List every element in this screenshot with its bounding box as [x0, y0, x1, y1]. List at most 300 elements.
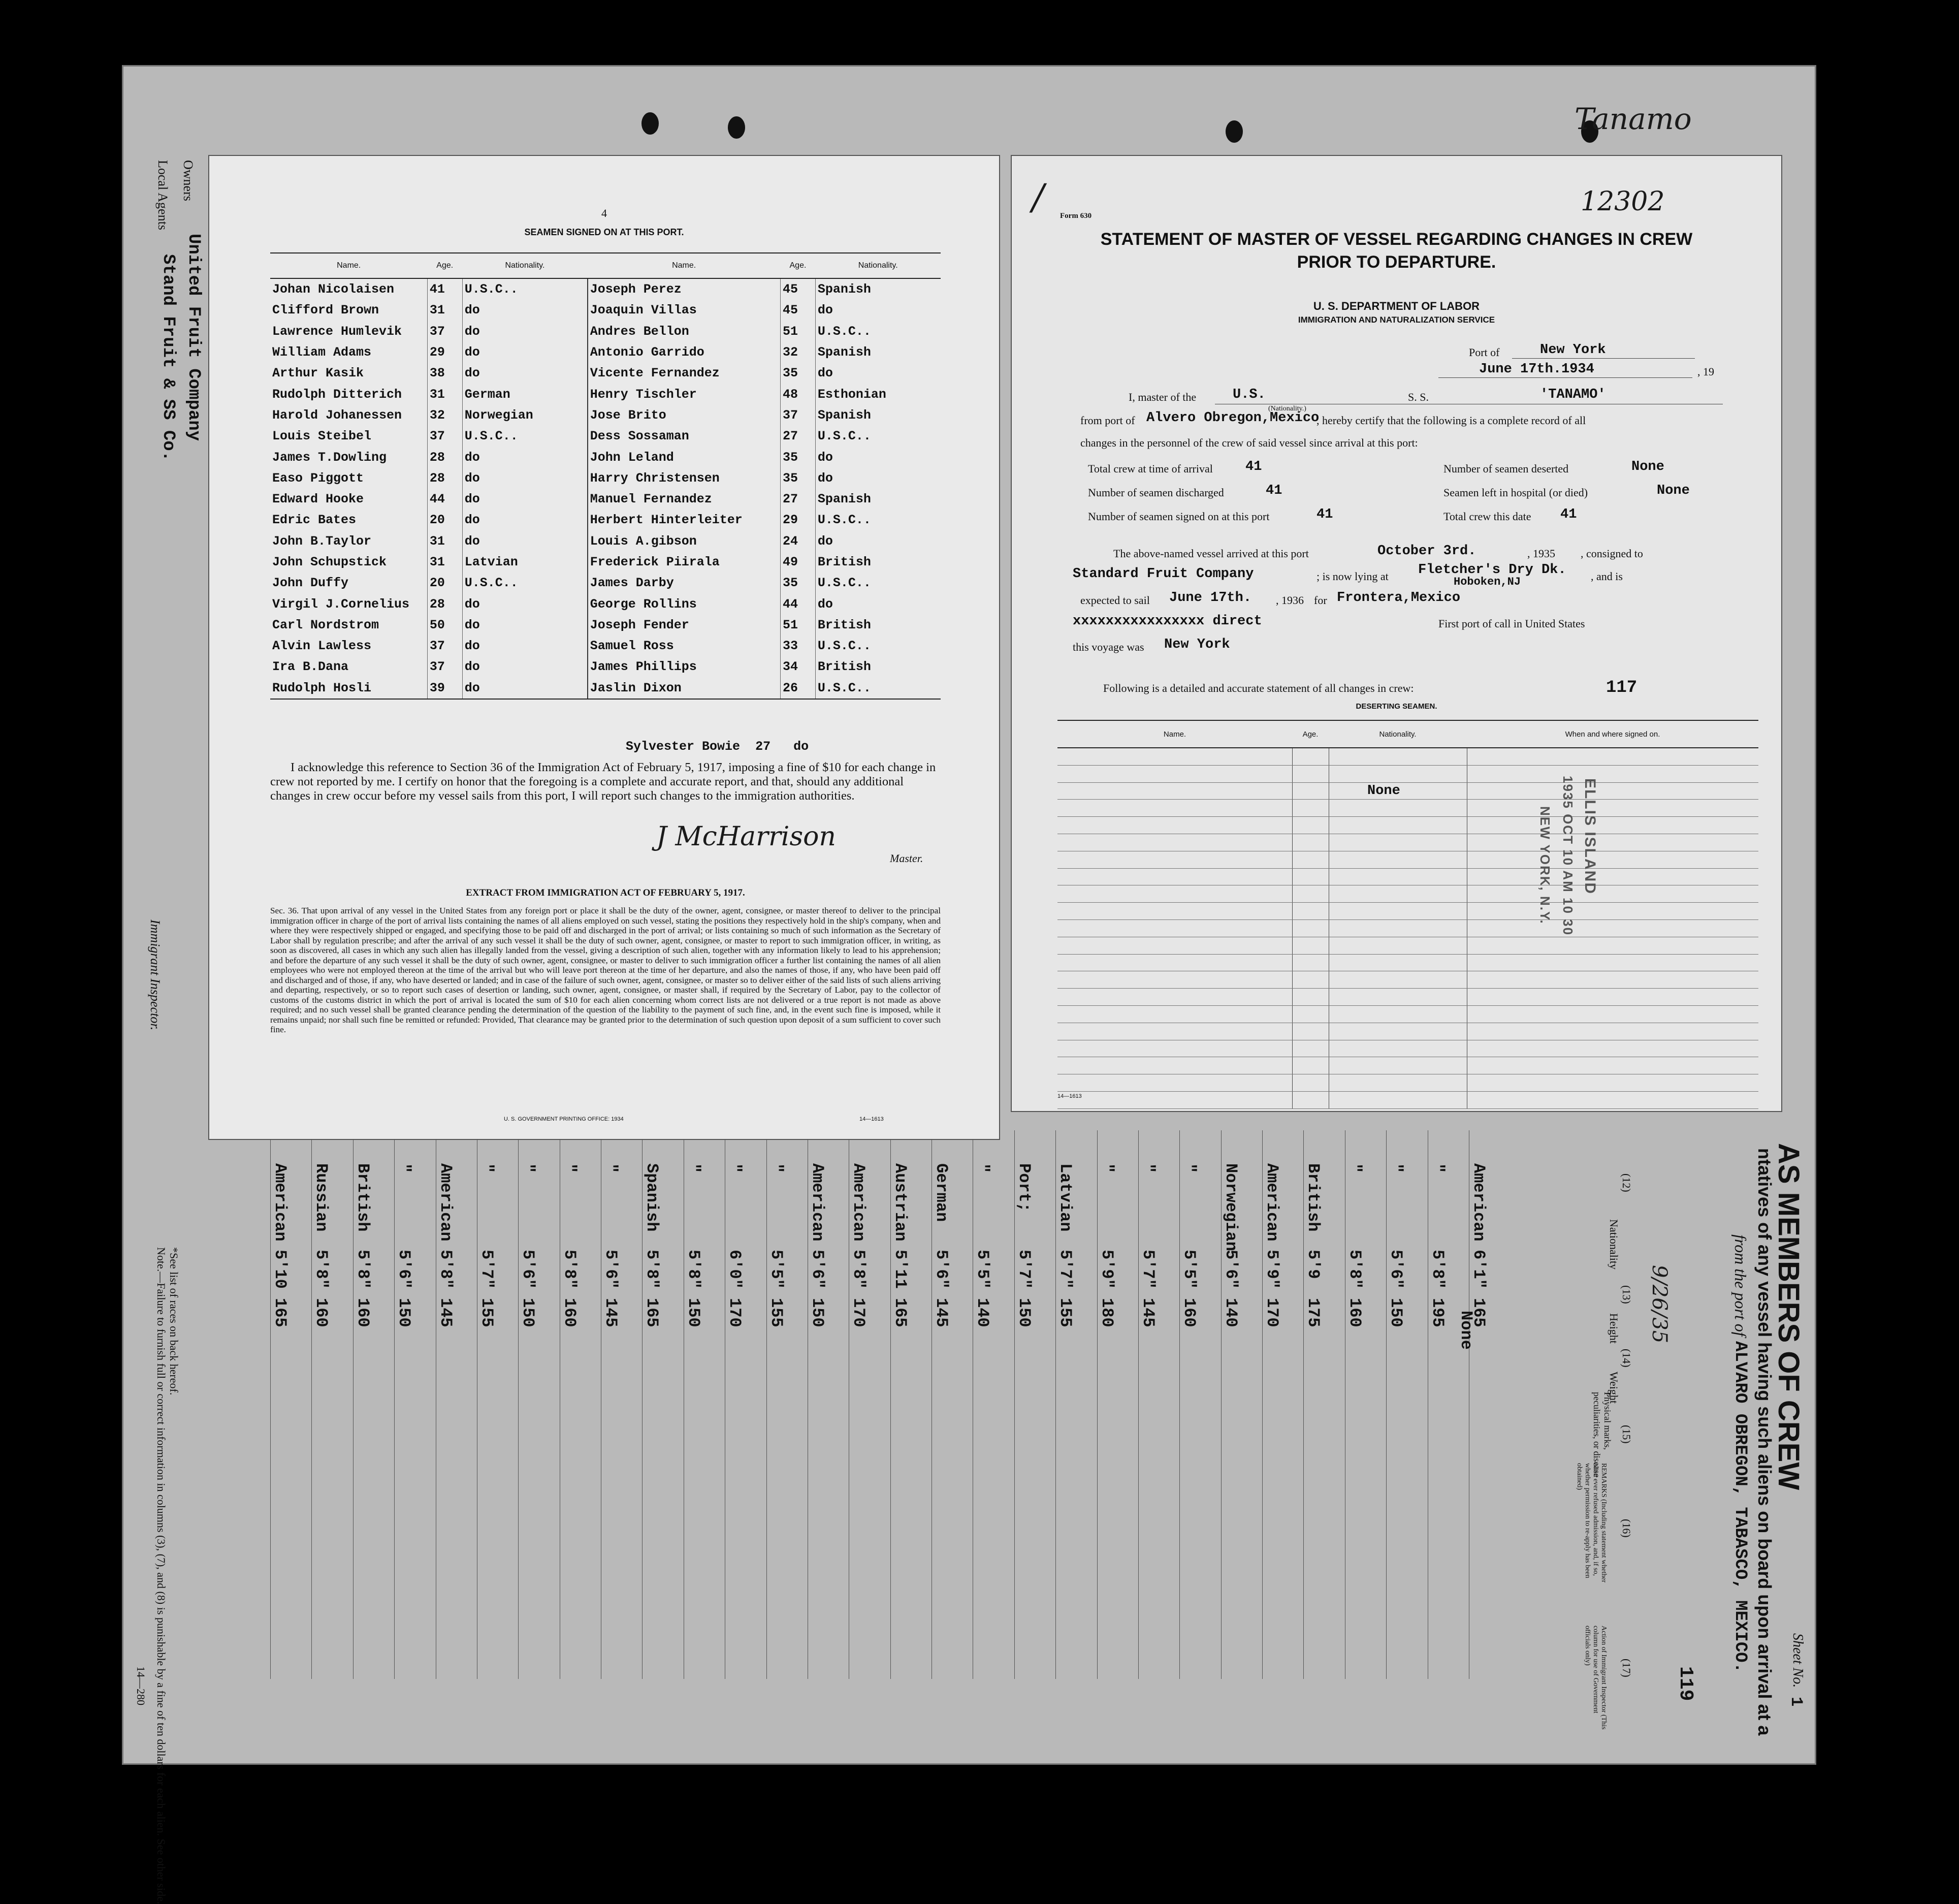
deserting-row — [1057, 1074, 1758, 1092]
lower-nat: Norwegian — [1221, 1163, 1240, 1251]
deserting-cell — [1329, 834, 1467, 851]
lower-height: 5'11 — [890, 1250, 910, 1289]
lower-height: 5'9" — [1263, 1250, 1282, 1289]
lower-weight: 170 — [725, 1298, 745, 1327]
lower-weight: 145 — [436, 1298, 455, 1327]
seaman-name: Andres Bellon — [588, 321, 781, 342]
column-divider — [1303, 1130, 1304, 1679]
seaman-name: John Duffy — [272, 576, 349, 591]
column-divider — [1097, 1130, 1098, 1679]
seaman-name: Jose Brito — [588, 405, 781, 426]
lower-height: 5'9" — [1097, 1250, 1116, 1289]
date-value: June 17th.1934 — [1479, 362, 1594, 377]
deserting-cell — [1057, 919, 1292, 937]
lower-nat: " — [477, 1163, 496, 1173]
deserting-cell — [1467, 885, 1758, 903]
seaman-age: 35 — [781, 573, 816, 593]
form-label: Form 630 — [1060, 212, 1092, 220]
seaman-nationality: British — [815, 615, 941, 636]
seaman-name: Henry Tischler — [588, 384, 781, 404]
deserting-header-signed: When and where signed on. — [1467, 720, 1758, 748]
page-number: 4 — [601, 207, 607, 219]
table-row — [270, 510, 941, 530]
seaman-name: Joaquin Villas — [588, 300, 781, 321]
deserting-cell — [1057, 971, 1292, 989]
deserting-cell — [1467, 1057, 1758, 1074]
discharged-label: Number of seamen discharged — [1088, 486, 1224, 499]
seaman-age: 35 — [781, 468, 816, 489]
extract-text: Sec. 36. That upon arrival of any vessel in the United States from any foreign port or place it shall be the duty of the owner, agent, consignee, or master thereof to deliver to the principal immigration officer in charge of the port of arrival lists containing the names of all aliens employed on such vessel, stating the positions they respectively hold in the ship's company, when and where they were respectively shipped or engaged, and specifying those to be paid off and discharged in the port of arrival; or lists containing so much of such information as the Secretary of Labor shall by regulation prescribe; and after the arrival of any such vessel it shall be the duty of such owner, agent, consignee, or master to report to such immigration officer, in writing, as soon as discovered, all cases in which any such alien has illegally landed from the vessel, giving a description of such alien, together with any information likely to lead to his apprehension; and before the departure of any such vessel it shall be the duty of such owner, agent, consignee, or master to deliver to such immigration officer a further list containing the names of all alien employees who were not employed thereon at the time of the arrival but who will leave port thereon at the time of her departure, and also the names of those, if any, who have been paid off and discharged and of those, if any, who have deserted or landed; and in case of the failure of such owner, agent, consignee, or master so to deliver either of the said lists of such aliens arriving and departing, respectively, or so to report such cases of desertion or landing, such owner, agent, consignee, or master shall, if required by the Secretary of Labor, pay to the collector of customs of the customs district in which the port of arrival is located the sum of $10 for each alien concerning whom correct lists are not delivered or a true report is not made as above required; and no such vessel shall be granted clearance pending the determination of the question of the liability to the payment of such fine, and, in the event such fine is imposed, while it remains unpaid; nor shall such fine be remitted or refunded: Provided, That clearance may be granted prior to the determination of such question upon deposit of a sum sufficient to cover such fine. — [270, 906, 941, 1034]
for-value: Frontera,Mexico — [1337, 590, 1461, 606]
outer-heading: AS MEMBERS OF CREW — [1772, 1143, 1805, 1490]
extra-seaman-name: Sylvester Bowie — [626, 739, 741, 754]
table-row — [270, 636, 941, 656]
deserting-cell — [1057, 1023, 1292, 1040]
deserting-cell — [1329, 1074, 1467, 1092]
deserting-cell — [1057, 800, 1292, 817]
lower-height: 5'9 — [1304, 1250, 1323, 1279]
seaman-nationality: do — [462, 489, 588, 510]
department: U. S. DEPARTMENT OF LABOR — [1313, 300, 1480, 312]
from-port-label: from port of — [1080, 414, 1135, 427]
deserting-row — [1057, 1040, 1758, 1057]
seaman-nationality: do — [462, 321, 588, 342]
deserting-cell — [1467, 1005, 1758, 1023]
deserting-row — [1057, 1091, 1758, 1108]
seaman-age: 44 — [781, 593, 816, 614]
deserting-cell — [1329, 817, 1467, 834]
seaman-nationality: Norwegian — [462, 405, 588, 426]
column-divider — [1386, 1130, 1387, 1679]
lower-weight: 165 — [890, 1298, 910, 1327]
deserting-cell — [1292, 782, 1329, 800]
seaman-nationality: do — [815, 531, 941, 552]
deserting-cell — [1292, 800, 1329, 817]
deserting-row — [1057, 903, 1758, 920]
seaman-nationality: Spanish — [815, 489, 941, 510]
seaman-nationality: U.S.C.. — [815, 321, 941, 342]
master-signature: J McHarrison — [656, 821, 836, 852]
seaman-age: 24 — [781, 531, 816, 552]
deserting-cell — [1329, 1057, 1467, 1074]
stamp-ellis-island: ELLIS ISLAND — [1582, 778, 1598, 895]
and-is-text: , and is — [1591, 570, 1623, 583]
seaman-name: James Phillips — [588, 656, 781, 677]
following-value: 117 — [1606, 678, 1637, 697]
header-name: Name. — [588, 253, 781, 278]
deserting-cell — [1292, 1023, 1329, 1040]
lower-weight: 155 — [766, 1298, 786, 1327]
column-divider — [1014, 1130, 1015, 1679]
seaman-age: 28 — [427, 468, 462, 489]
lower-nat: " — [1097, 1163, 1116, 1173]
seaman-nationality: British — [815, 656, 941, 677]
lower-nat: British — [1304, 1163, 1323, 1232]
total-date-value: 41 — [1560, 507, 1577, 522]
seaman-age: 31 — [427, 552, 462, 573]
bottom-form-number: 14—280 — [135, 1666, 147, 1705]
column-divider — [890, 1130, 891, 1679]
printer-line: U. S. GOVERNMENT PRINTING OFFICE: 1934 — [504, 1116, 624, 1122]
col-12-label: Nationality — [1608, 1219, 1620, 1270]
statement-title-2: PRIOR TO DEPARTURE. — [1297, 252, 1496, 272]
seaman-name: Jaslin Dixon — [588, 678, 781, 699]
seaman-age: 35 — [781, 447, 816, 467]
deserting-cell — [1057, 1005, 1292, 1023]
lower-height: 5'7" — [1138, 1250, 1158, 1289]
header-nationality: Nationality. — [815, 253, 941, 278]
column-divider — [642, 1130, 643, 1679]
lower-height: 5'10 — [271, 1250, 290, 1289]
seaman-name: John Leland — [588, 447, 781, 467]
lying-value: Fletcher's Dry Dk. — [1418, 562, 1566, 578]
deserting-cell — [1057, 851, 1292, 868]
seaman-age: 29 — [781, 510, 816, 530]
deserting-cell — [1467, 748, 1758, 765]
lower-height: 6'0" — [725, 1250, 745, 1289]
lying-value-2: Hoboken,NJ — [1454, 576, 1521, 588]
lower-nat: " — [1180, 1163, 1199, 1173]
owners-label: Owners — [181, 160, 196, 201]
deserting-cell — [1467, 1040, 1758, 1057]
header-nationality: Nationality. — [462, 253, 588, 278]
seaman-age: 37 — [427, 426, 462, 447]
sail-year: , 1936 — [1276, 594, 1304, 607]
seaman-name: Joseph Perez — [588, 278, 781, 300]
deserting-row — [1057, 1057, 1758, 1074]
table-row — [270, 342, 941, 363]
deserting-row — [1057, 971, 1758, 989]
margin-scribble: / — [1032, 176, 1044, 218]
certification-text: I acknowledge this reference to Section 36 of the Immigration Act of February 5, 1917, imposing a fine of $10 for each change in crew not reported by me. I certify on honor that the foregoing is a complete and accurate report, and that, should any additional changes in crew occur before my vessel sails from this port, I will report such changes to the immigration authorities. — [270, 760, 936, 803]
seaman-name: Edward Hooke — [272, 492, 364, 507]
header-name: Name. — [270, 253, 427, 278]
table-row — [270, 573, 941, 593]
lower-nat: Port; — [1014, 1163, 1034, 1213]
deserting-cell — [1329, 1040, 1467, 1057]
deserting-header-age: Age. — [1292, 720, 1329, 748]
ship-name: 'TANAMO' — [1540, 387, 1606, 402]
bottom-note-2: Note.—Failure to furnish full or correct information in columns (3), (7), and (8) is punishable by a fine of ten dollars for each alien. See other side. — [155, 1247, 168, 1904]
deserting-cell — [1467, 800, 1758, 817]
lower-nat: " — [601, 1163, 621, 1173]
lower-nat: American — [849, 1163, 869, 1242]
signed-on-label: Number of seamen signed on at this port — [1088, 510, 1270, 523]
lower-weight: 140 — [973, 1298, 992, 1327]
lower-nat: " — [1138, 1163, 1158, 1173]
from-port-value: ALVARO OBREGON, TABASCO, MEXICO. — [1730, 1341, 1750, 1673]
seaman-nationality: do — [462, 468, 588, 489]
seaman-nationality: U.S.C.. — [815, 510, 941, 530]
col-15-number: (15) — [1620, 1425, 1633, 1444]
deserting-cell — [1292, 851, 1329, 868]
seaman-age: 28 — [427, 593, 462, 614]
lower-height: 5'6" — [1387, 1250, 1406, 1289]
seaman-age: 31 — [427, 384, 462, 404]
lower-height: 5'5" — [766, 1250, 786, 1289]
deserting-table — [1057, 720, 1758, 1109]
lower-height: 5'8" — [353, 1250, 372, 1289]
service: IMMIGRATION AND NATURALIZATION SERVICE — [1298, 315, 1495, 325]
lower-weight: 180 — [1097, 1298, 1116, 1327]
table-row — [270, 489, 941, 510]
deserting-row — [1057, 834, 1758, 851]
statement-title-1: STATEMENT OF MASTER OF VESSEL REGARDING CHANGES IN CREW — [1100, 230, 1693, 249]
page4-form-number: 14—1613 — [859, 1116, 884, 1122]
sheet-number-value: 1 — [1787, 1697, 1806, 1707]
sheet-number-label: Sheet No. — [1790, 1633, 1806, 1688]
port-value: New York — [1540, 342, 1606, 358]
deserting-header-name: Name. — [1057, 720, 1292, 748]
deserting-cell — [1292, 834, 1329, 851]
from-port-value: Alvero Obregon,Mexico — [1146, 410, 1320, 426]
lower-weight: 160 — [312, 1298, 331, 1327]
via-value: xxxxxxxxxxxxxxxx direct — [1073, 614, 1262, 629]
seaman-nationality: Spanish — [815, 342, 941, 363]
nationality-value: U.S. — [1233, 387, 1266, 402]
column-divider — [1055, 1130, 1056, 1679]
seaman-name: Rudolph Ditterich — [272, 387, 402, 402]
seaman-age: 32 — [427, 405, 462, 426]
seaman-nationality: British — [815, 552, 941, 573]
seaman-age: 48 — [781, 384, 816, 404]
deserting-cell — [1057, 1057, 1292, 1074]
lower-height: 5'7" — [1056, 1250, 1075, 1289]
lower-height: 5'8" — [1345, 1250, 1364, 1289]
lower-nat: Russian — [312, 1163, 331, 1232]
table-row — [270, 278, 941, 300]
column-divider — [1179, 1130, 1180, 1679]
deserting-cell — [1329, 937, 1467, 954]
deserting-row — [1057, 937, 1758, 954]
seaman-nationality: do — [815, 447, 941, 467]
seaman-age: 44 — [427, 489, 462, 510]
lower-weight: 165 — [1469, 1298, 1488, 1327]
table-row — [270, 552, 941, 573]
deserting-row — [1057, 919, 1758, 937]
local-agents-value: Stand Fruit & SS Co. — [158, 254, 178, 462]
following-label: Following is a detailed and accurate statement of all changes in crew: — [1103, 682, 1414, 694]
master-label: Master. — [890, 852, 923, 865]
lower-weight: 165 — [271, 1298, 290, 1327]
seaman-name: George Rollins — [588, 593, 781, 614]
immigrant-inspector-label: Immigrant Inspector. — [148, 919, 163, 1031]
deserting-row — [1057, 800, 1758, 817]
arrived-value: October 3rd. — [1377, 544, 1476, 559]
deserting-row — [1057, 989, 1758, 1006]
master-of-label: I, master of the — [1129, 391, 1197, 403]
table-row — [270, 593, 941, 614]
col-12-number: (12) — [1620, 1173, 1633, 1192]
deserted-label: Number of seamen deserted — [1443, 462, 1569, 475]
seaman-nationality: do — [462, 615, 588, 636]
seaman-age: 31 — [427, 531, 462, 552]
lower-height: 5'5" — [1180, 1250, 1199, 1289]
lower-weight: 160 — [1345, 1298, 1364, 1327]
deserting-row — [1057, 868, 1758, 885]
seaman-name: James T.Dowling — [272, 450, 387, 465]
seaman-age: 39 — [427, 678, 462, 699]
seaman-nationality: do — [462, 593, 588, 614]
lower-nat: British — [353, 1163, 372, 1232]
seaman-name: Harry Christensen — [588, 468, 781, 489]
column-divider — [1262, 1130, 1263, 1679]
lower-height: 5'8" — [643, 1250, 662, 1289]
deserting-cell — [1467, 868, 1758, 885]
seaman-name: Herbert Hinterleiter — [588, 510, 781, 530]
extra-seaman-row — [626, 739, 809, 754]
deserting-cell — [1467, 989, 1758, 1006]
deserting-row — [1057, 817, 1758, 834]
lower-height: 5'8" — [849, 1250, 869, 1289]
deserting-cell — [1057, 782, 1292, 800]
lower-nat: " — [395, 1163, 414, 1173]
total-arrival-value: 41 — [1245, 459, 1262, 474]
deserting-cell — [1292, 903, 1329, 920]
deserting-cell — [1057, 937, 1292, 954]
arrived-label: The above-named vessel arrived at this port — [1113, 547, 1309, 560]
seaman-age: 37 — [781, 405, 816, 426]
seaman-name: Louis Steibel — [272, 429, 372, 444]
seaman-name: John B.Taylor — [272, 533, 372, 549]
deserting-cell — [1467, 971, 1758, 989]
hospital-label: Seamen left in hospital (or died) — [1443, 486, 1588, 499]
arrived-year: , 1935 — [1527, 547, 1555, 560]
handwritten-date: 9/26/35 — [1648, 1265, 1671, 1344]
column-divider — [518, 1130, 519, 1679]
deserting-cell — [1329, 989, 1467, 1006]
lower-weight: 145 — [932, 1298, 951, 1327]
seaman-nationality: do — [462, 363, 588, 384]
seaman-nationality: do — [462, 678, 588, 699]
lower-nat: " — [766, 1163, 786, 1173]
deserting-cell — [1467, 1074, 1758, 1092]
table-row — [270, 300, 941, 321]
deserting-row — [1057, 885, 1758, 903]
deserting-cell — [1057, 989, 1292, 1006]
lower-height: 5'8" — [436, 1250, 455, 1289]
lower-weight: 140 — [1221, 1298, 1240, 1327]
seaman-nationality: do — [815, 363, 941, 384]
deserting-cell — [1057, 1074, 1292, 1092]
seaman-nationality: German — [462, 384, 588, 404]
lower-height: 5'6" — [932, 1250, 951, 1289]
seaman-name: John Schupstick — [272, 555, 387, 569]
lower-nat: American — [271, 1163, 290, 1242]
deserting-cell — [1057, 765, 1292, 782]
col-14-number: (14) — [1620, 1349, 1633, 1368]
seaman-name: Virgil J.Cornelius — [272, 596, 410, 612]
statement-form-number: 14—1613 — [1057, 1093, 1082, 1099]
sail-value: June 17th. — [1169, 590, 1252, 606]
deserting-cell — [1292, 937, 1329, 954]
seaman-name: Joseph Fender — [588, 615, 781, 636]
seaman-name: Alvin Lawless — [272, 639, 372, 654]
lower-weight: 195 — [1428, 1298, 1447, 1327]
lower-height: 5'8" — [560, 1250, 579, 1289]
seaman-name: Arthur Kasik — [272, 366, 364, 381]
lower-weight: 150 — [1014, 1298, 1034, 1327]
date-suffix: , 19 — [1697, 365, 1714, 378]
outer-subheading: ntatives of any vessel having such aliens on board upon arrival at a — [1754, 1148, 1775, 1736]
seaman-name: Ira B.Dana — [272, 659, 349, 675]
deserting-cell — [1467, 1023, 1758, 1040]
deserting-cell — [1292, 1074, 1329, 1092]
lower-nat: " — [973, 1163, 992, 1173]
deserted-value: None — [1631, 459, 1664, 474]
column-divider — [394, 1130, 395, 1679]
lower-nat: American — [436, 1163, 455, 1242]
lower-nat: American — [808, 1163, 827, 1242]
seaman-nationality: U.S.C.. — [815, 573, 941, 593]
lower-weight: 150 — [395, 1298, 414, 1327]
total-arrival-label: Total crew at time of arrival — [1088, 462, 1213, 475]
signed-on-value: 41 — [1316, 507, 1333, 522]
lower-weight: 150 — [684, 1298, 703, 1327]
deserting-cell — [1467, 851, 1758, 868]
deserting-cell — [1329, 800, 1467, 817]
ss-label: S. S. — [1408, 391, 1429, 403]
changes-text: changes in the personnel of the crew of said vessel since arrival at this port: — [1080, 436, 1418, 449]
seaman-name: Lawrence Humlevik — [272, 324, 402, 339]
seaman-age: 51 — [781, 615, 816, 636]
local-agents-label: Local Agents — [155, 160, 170, 230]
seaman-nationality: do — [462, 342, 588, 363]
seaman-nationality: do — [462, 636, 588, 656]
deserting-title: DESERTING SEAMEN. — [1356, 702, 1437, 711]
lower-nat: American — [1469, 1163, 1488, 1242]
seamen-signed-on-page — [208, 155, 1000, 1140]
stamp-date: 1935 OCT 10 AM 10 30 — [1560, 776, 1576, 936]
port-label: Port of — [1469, 346, 1500, 359]
seaman-age: 50 — [427, 615, 462, 636]
table-row — [270, 531, 941, 552]
seaman-age: 32 — [781, 342, 816, 363]
deserting-row — [1057, 851, 1758, 868]
seaman-nationality: U.S.C.. — [815, 636, 941, 656]
deserting-cell — [1467, 834, 1758, 851]
lower-weight: 150 — [808, 1298, 827, 1327]
deserting-cell — [1292, 1057, 1329, 1074]
deserting-cell — [1057, 817, 1292, 834]
table-row — [270, 678, 941, 699]
deserting-cell — [1292, 885, 1329, 903]
lower-nat: Spanish — [643, 1163, 662, 1232]
seaman-nationality: do — [462, 447, 588, 467]
lower-nat: " — [519, 1163, 538, 1173]
lower-nat: " — [1387, 1163, 1406, 1173]
seaman-nationality: U.S.C.. — [462, 573, 588, 593]
seaman-age: 45 — [781, 278, 816, 300]
seaman-name: Rudolph Hosli — [270, 678, 427, 699]
deserting-none: None — [1367, 783, 1400, 799]
seaman-age: 38 — [427, 363, 462, 384]
deserting-cell — [1057, 954, 1292, 971]
voyage-value: New York — [1164, 637, 1230, 652]
lower-nat: " — [1345, 1163, 1364, 1173]
seaman-age: 51 — [781, 321, 816, 342]
seaman-age: 45 — [781, 300, 816, 321]
lower-nat: " — [684, 1163, 703, 1173]
seaman-name: William Adams — [272, 345, 372, 360]
discharged-value: 41 — [1266, 483, 1282, 498]
lower-weight: 160 — [1180, 1298, 1199, 1327]
deserting-cell — [1057, 1040, 1292, 1057]
deserting-cell — [1292, 868, 1329, 885]
deserting-cell — [1292, 919, 1329, 937]
deserting-cell — [1329, 885, 1467, 903]
sail-label: expected to sail — [1080, 594, 1150, 607]
